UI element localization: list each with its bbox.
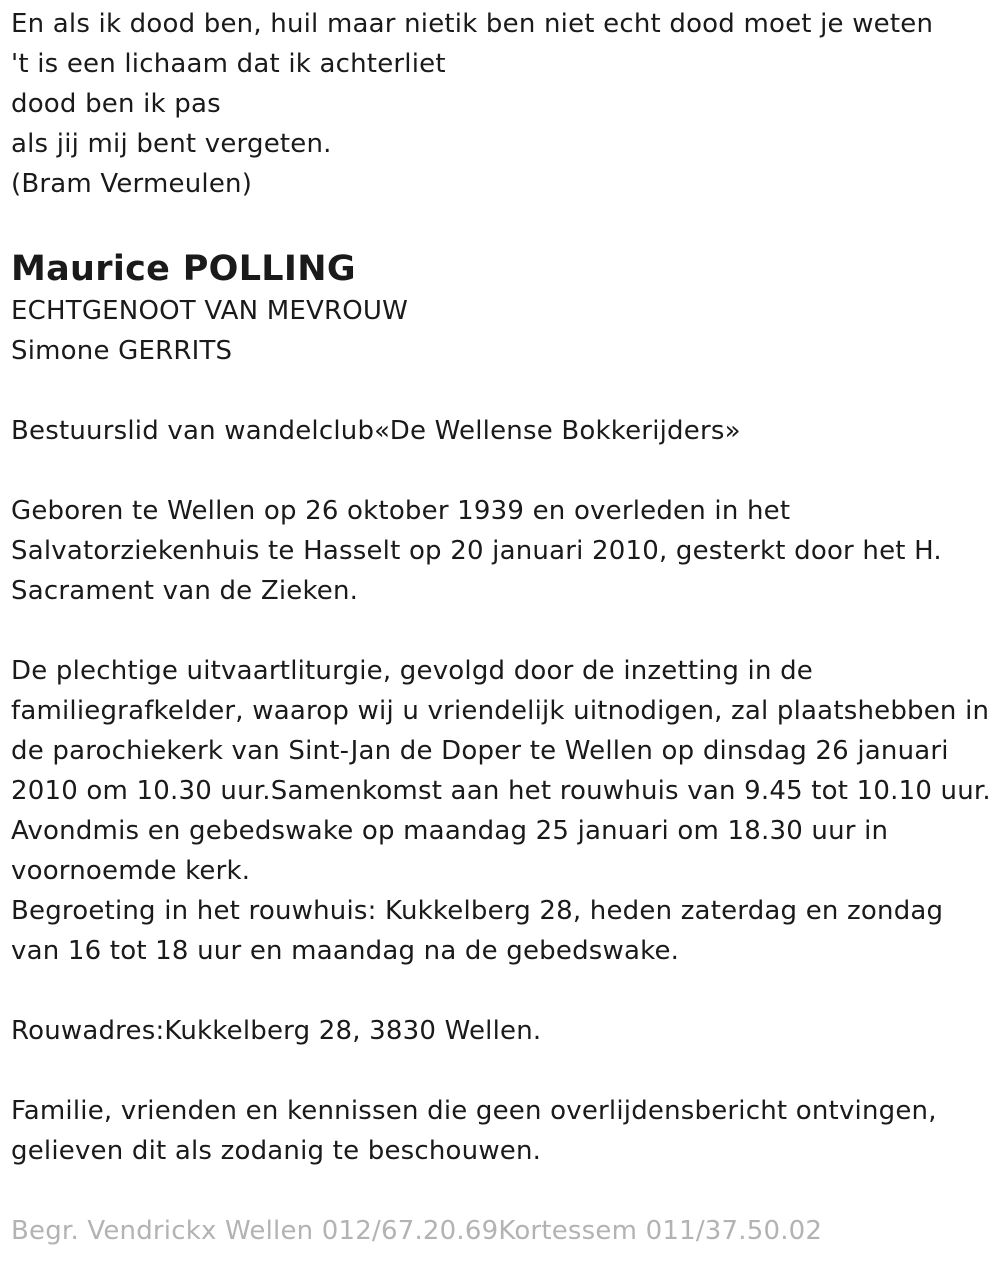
funeral-line: Avondmis en gebedswake op maandag 25 januari om 18.30 uur in (11, 816, 889, 846)
poem-line: dood ben ik pas (11, 89, 221, 119)
spacer (11, 611, 996, 651)
funeral-line: 2010 om 10.30 uur.Samenkomst aan het rouwhuis van 9.45 tot 10.10 uur. (11, 776, 991, 806)
poem-line: En als ik dood ben, huil maar nietik ben niet echt dood moet je weten (11, 9, 934, 39)
spacer (11, 451, 996, 491)
poem-line: als jij mij bent vergeten. (11, 129, 332, 159)
spacer (11, 371, 996, 411)
spacer (11, 1171, 996, 1211)
funeral-line: De plechtige uitvaartliturgie, gevolgd door de inzetting in de (11, 656, 813, 686)
funeral-line: de parochiekerk van Sint-Jan de Doper te Wellen op dinsdag 26 januari (11, 736, 949, 766)
funeral-line: voornoemde kerk. (11, 856, 251, 886)
notice-paragraph (11, 1091, 996, 1171)
funeral-line: van 16 tot 18 uur en maandag na de gebedswake. (11, 936, 680, 966)
funeral-paragraph (11, 651, 996, 971)
spouse-title: ECHTGENOOT VAN MEVROUW (11, 296, 409, 326)
funeral-line: Begroeting in het rouwhuis: Kukkelberg 28, heden zaterdag en zondag (11, 896, 944, 926)
deceased-name: Maurice POLLING (11, 249, 356, 289)
notice-line: gelieven dit als zodanig te beschouwen. (11, 1136, 542, 1166)
spacer (11, 204, 996, 247)
mourning-address: Rouwadres:Kukkelberg 28, 3830 Wellen. (11, 1016, 542, 1046)
birth-death-paragraph (11, 491, 996, 611)
spacer (11, 1051, 996, 1091)
obituary-notice (11, 4, 996, 1251)
notice-line: Familie, vrienden en kennissen die geen overlijdensbericht ontvingen, (11, 1096, 937, 1126)
spouse-name: Simone GERRITS (11, 336, 233, 366)
spacer (11, 971, 996, 1011)
poem-line: 't is een lichaam dat ik achterliet (11, 49, 446, 79)
birth-death-line: Geboren te Wellen op 26 oktober 1939 en overleden in het (11, 496, 791, 526)
funeral-director-footer: Begr. Vendrickx Wellen 012/67.20.69Kortessem 011/37.50.02 (11, 1216, 823, 1246)
birth-death-line: Sacrament van de Zieken. (11, 576, 359, 606)
poem-author: (Bram Vermeulen) (11, 169, 253, 199)
birth-death-line: Salvatorziekenhuis te Hasselt op 20 januari 2010, gesterkt door het H. (11, 536, 942, 566)
club-role: Bestuurslid van wandelclub«De Wellense Bokkerijders» (11, 416, 741, 446)
poem (11, 4, 996, 204)
funeral-line: familiegrafkelder, waarop wij u vriendelijk uitnodigen, zal plaatshebben in (11, 696, 990, 726)
